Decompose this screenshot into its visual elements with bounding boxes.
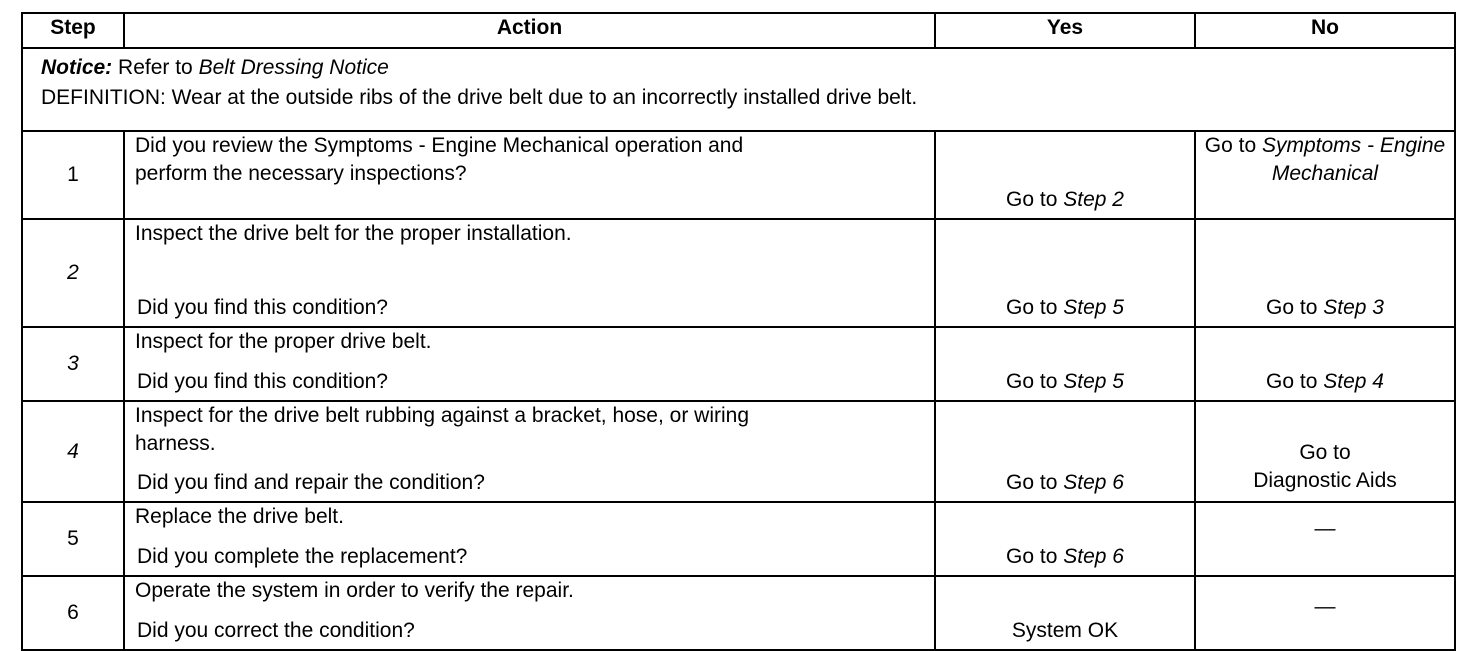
notice-text: Refer to — [112, 56, 199, 79]
action-line: Operate the system in order to verify the repair. — [135, 579, 574, 602]
question-line: Did you find this condition? — [137, 296, 388, 319]
step-number: 1 — [22, 131, 124, 219]
table-row — [22, 502, 1455, 576]
no-cell — [1195, 401, 1455, 502]
table-row — [22, 401, 1455, 502]
table-row — [22, 219, 1455, 327]
action-line: Inspect the drive belt for the proper installation. — [135, 222, 572, 245]
table-row — [22, 327, 1455, 401]
action-cell — [124, 502, 935, 576]
diagnostic-table — [21, 12, 1456, 651]
step-number: 4 — [22, 401, 124, 502]
goto-step-5-link[interactable]: Step 5 — [1063, 296, 1124, 319]
symptoms-engine-mechanical-link[interactable]: Symptoms - Engine Mechanical — [1261, 134, 1446, 185]
yes-cell: Go to Step 2 — [935, 131, 1195, 219]
action-line: harness. — [135, 432, 216, 455]
no-dash: — — [1314, 517, 1336, 540]
notice-label: Notice: — [41, 56, 113, 79]
action-cell — [124, 219, 935, 327]
step-number: 3 — [22, 327, 124, 401]
no-cell: Go to Symptoms - Engine Mechanical — [1195, 131, 1455, 219]
yes-cell: Go to Step 6 — [935, 401, 1195, 502]
definition-text: DEFINITION: Wear at the outside ribs of the drive belt due to an incorrectly installed drive belt. — [41, 86, 918, 109]
yes-cell: Go to Step 5 — [935, 327, 1195, 401]
question-line: Did you correct the condition? — [137, 619, 415, 642]
no-cell — [1195, 576, 1455, 650]
action-line: Inspect for the proper drive belt. — [135, 330, 432, 353]
question-line: Did you find this condition? — [137, 370, 388, 393]
table-row — [22, 131, 1455, 219]
action-line: perform the necessary inspections? — [135, 162, 467, 185]
action-line: Inspect for the drive belt rubbing against a bracket, hose, or wiring — [135, 404, 750, 427]
no-cell: Go to Step 3 — [1195, 219, 1455, 327]
question-line: Did you find and repair the condition? — [137, 471, 485, 494]
goto-step-5-link[interactable]: Step 5 — [1063, 370, 1124, 393]
step-number: 2 — [22, 219, 124, 327]
header-action: Action — [124, 13, 935, 48]
header-yes: Yes — [935, 13, 1195, 48]
no-cell: Go to Step 4 — [1195, 327, 1455, 401]
notice-cell — [22, 48, 1455, 131]
step-number: 5 — [22, 502, 124, 576]
goto-step-6-link[interactable]: Step 6 — [1063, 545, 1124, 568]
header-step: Step — [22, 13, 124, 48]
yes-cell: Go to Step 5 — [935, 219, 1195, 327]
step-number: 6 — [22, 576, 124, 650]
goto-step-3-link[interactable]: Step 3 — [1323, 296, 1384, 319]
no-dash: — — [1314, 595, 1336, 618]
action-cell — [124, 327, 935, 401]
header-no: No — [1195, 13, 1455, 48]
goto-step-6-link[interactable]: Step 6 — [1063, 471, 1124, 494]
notice-row — [22, 48, 1455, 131]
action-cell — [124, 401, 935, 502]
action-cell — [124, 576, 935, 650]
no-cell — [1195, 502, 1455, 576]
diagnostic-aids-link[interactable]: Diagnostic Aids — [1253, 469, 1397, 492]
goto-step-2-link[interactable]: Step 2 — [1063, 188, 1124, 211]
no-goto-text: Go to — [1299, 441, 1351, 464]
table-row — [22, 576, 1455, 650]
action-line: Did you review the Symptoms - Engine Mechanical operation and — [135, 134, 744, 157]
action-line: Replace the drive belt. — [135, 505, 344, 528]
action-cell — [124, 131, 935, 219]
yes-cell: Go to Step 6 — [935, 502, 1195, 576]
yes-cell — [935, 576, 1195, 650]
system-ok-text: System OK — [1011, 619, 1119, 642]
notice-line — [41, 53, 1436, 83]
goto-step-4-link[interactable]: Step 4 — [1323, 370, 1384, 393]
question-line: Did you complete the replacement? — [137, 545, 468, 568]
belt-dressing-notice-link[interactable]: Belt Dressing Notice — [198, 56, 389, 79]
header-row — [22, 13, 1455, 48]
